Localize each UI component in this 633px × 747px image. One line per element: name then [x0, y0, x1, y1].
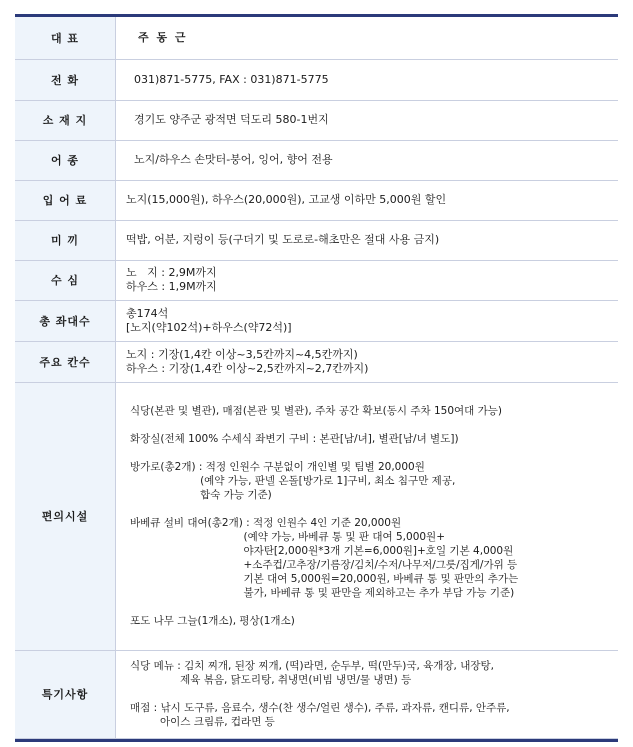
row-special	[15, 650, 618, 738]
value-special	[116, 650, 619, 738]
row-fish	[15, 140, 618, 180]
facilities-p4-line: 기본 대여 5,000원=20,000원, 바베큐 통 및 판만의 추가는	[130, 573, 519, 585]
row-bait	[15, 220, 618, 260]
depth-line-2: 하우스 : 1,9M까지	[126, 280, 217, 293]
facilities-p3-line: 방가로(총2개) : 적정 인원수 구분없이 개인별 및 팀별 20,000원	[130, 461, 425, 473]
value-depth	[116, 260, 619, 300]
value-phone: 031)871-5775, FAX : 031)871-5775	[116, 59, 619, 100]
value-bait: 떡밥, 어분, 지렁이 등(구더기 및 도로로-해초만은 절대 사용 금지)	[116, 220, 619, 260]
facilities-p4-line: (예약 가능, 바베큐 통 및 판 대여 5,000원+	[130, 531, 445, 543]
label-facilities: 편의시설	[15, 382, 116, 650]
depth-line-1: 노 지 : 2,9M까지	[126, 266, 217, 279]
row-facilities	[15, 382, 618, 650]
facilities-p4-line: +소주컵/고추장/기름장/김치/수저/나무저/그릇/집게/가위 등	[130, 559, 518, 571]
row-phone	[15, 59, 618, 100]
row-address	[15, 100, 618, 140]
value-address: 경기도 양주군 광적면 덕도리 580-1번지	[116, 100, 619, 140]
info-table	[15, 17, 618, 739]
label-fee: 입 어 료	[15, 180, 116, 220]
value-seats	[116, 300, 619, 341]
row-seats	[15, 300, 618, 341]
label-depth: 수 심	[15, 260, 116, 300]
value-owner: 주 동 근	[116, 17, 619, 59]
seats-line-2: [노지(약102석)+하우스(약72석)]	[126, 320, 292, 334]
facilities-p4-line: 야자탄[2,000원*3개 기본=6,000원]+호일 기본 4,000원	[130, 545, 514, 557]
label-address: 소 재 지	[15, 100, 116, 140]
special-p2-line: 매점 : 낚시 도구류, 음료수, 생수(찬 생수/얼린 생수), 주류, 과자류, 캔디류, 안주류,	[130, 702, 510, 714]
facilities-p2: 화장실(전체 100% 수세식 좌변기 구비 : 본관[남/녀], 별관[남/녀 별도])	[130, 433, 459, 445]
facilities-p3-line: 합숙 가능 기준)	[130, 489, 272, 501]
special-p1-line: 식당 메뉴 : 김치 찌개, 된장 찌개, (떡)라면, 순두부, 떡(만두)국, 육개장, 내장탕,	[130, 660, 495, 672]
label-fish: 어 종	[15, 140, 116, 180]
label-special: 특기사항	[15, 650, 116, 738]
row-owner	[15, 17, 618, 59]
value-fee: 노지(15,000원), 하우스(20,000원), 고교생 이하만 5,000원 할인	[116, 180, 619, 220]
label-owner: 대 표	[15, 17, 116, 59]
special-p1-line: 제육 볶음, 닭도리탕, 취냉면(비빔 냉면/물 냉면) 등	[130, 674, 412, 686]
special-p2-line: 아이스 크림류, 컵라면 등	[130, 716, 275, 728]
facilities-p4-line: 불가, 바베큐 통 및 판만을 제외하고는 추가 부담 가능 기준)	[130, 587, 515, 599]
facilities-p3-line: (예약 가능, 판넬 온돌[방가로 1]구비, 최소 침구만 제공,	[130, 475, 456, 487]
value-facilities	[116, 382, 619, 650]
info-table-frame	[15, 14, 618, 742]
facilities-p1: 식당(본관 및 별관), 매점(본관 및 별관), 주차 공간 확보(동시 주차 150여대 가능)	[130, 405, 503, 417]
value-rods	[116, 341, 619, 382]
label-seats: 총 좌대수	[15, 300, 116, 341]
facilities-p5: 포도 나무 그늘(1개소), 평상(1개소)	[130, 615, 295, 627]
seats-line-1: 총174석	[126, 306, 169, 320]
rods-line-2: 하우스 : 기장(1,4칸 이상~2,5칸까지~2,7칸까지)	[126, 361, 369, 375]
value-fish: 노지/하우스 손맛터-붕어, 잉어, 향어 전용	[116, 140, 619, 180]
label-bait: 미 끼	[15, 220, 116, 260]
facilities-p4-line: 바베큐 설비 대여(총2개) : 적정 인원수 4인 기준 20,000원	[130, 517, 402, 529]
rods-line-1: 노지 : 기장(1,4칸 이상~3,5칸까지~4,5칸까지)	[126, 347, 358, 361]
row-rods	[15, 341, 618, 382]
label-phone: 전 화	[15, 59, 116, 100]
row-depth	[15, 260, 618, 300]
row-fee	[15, 180, 618, 220]
label-rods: 주요 칸수	[15, 341, 116, 382]
